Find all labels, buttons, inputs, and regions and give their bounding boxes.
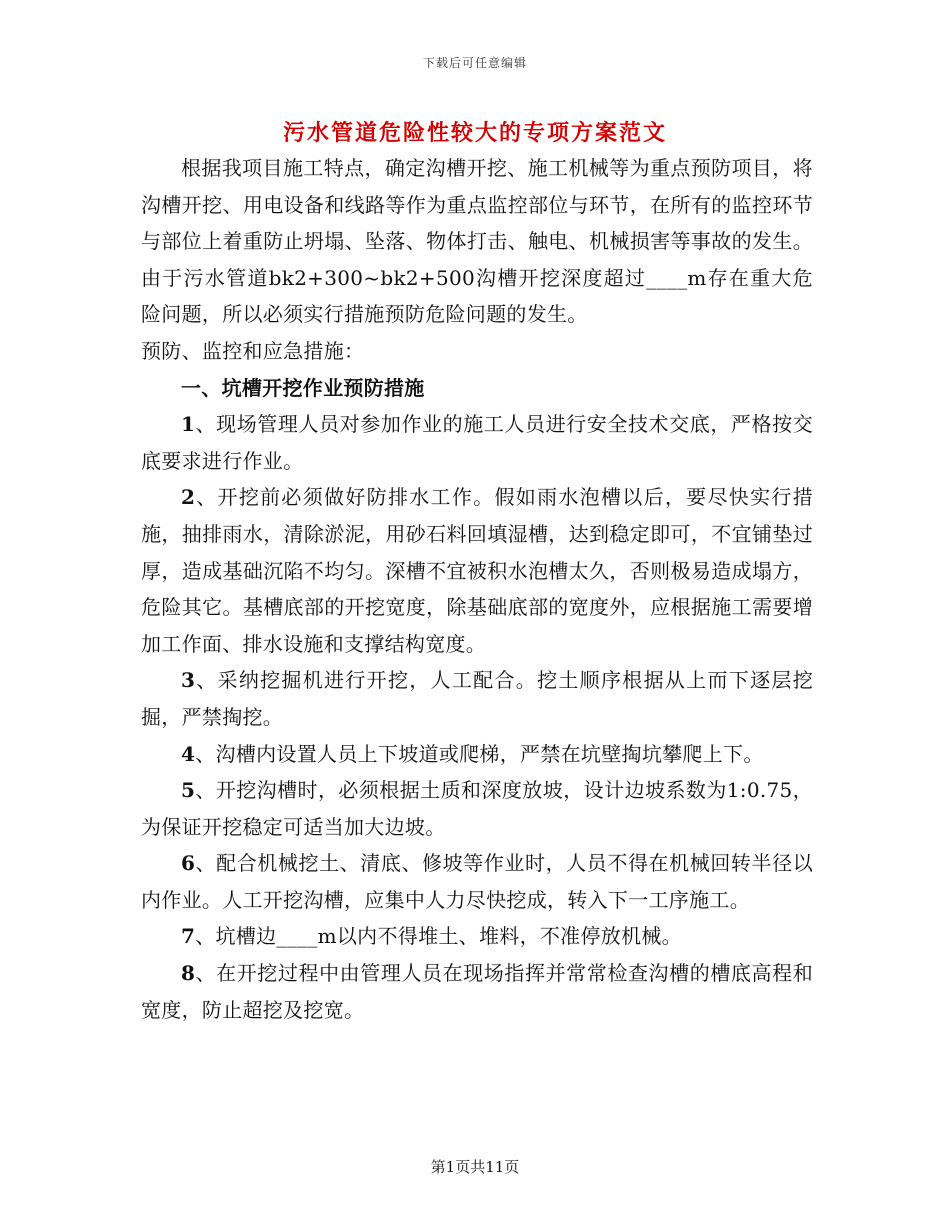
intro-tail: 预防、监控和应急措施： xyxy=(141,338,365,363)
list-item xyxy=(141,772,813,845)
page-footer: 第1页共11页 xyxy=(430,1158,520,1176)
item-number: 8 xyxy=(181,961,196,986)
list-item xyxy=(141,918,813,955)
section-heading: 一、坑槽开挖作业预防措施 xyxy=(181,375,425,400)
list-item xyxy=(141,662,813,735)
item-text: 、开挖沟槽时，必须根据土质和深度放坡，设计边坡系数为1:0.75，为保证开挖稳定可适当加大边坡。 xyxy=(141,778,813,839)
list-item xyxy=(141,479,813,662)
item-text: 、沟槽内设置人员上下坡道或爬梯，严禁在坑壁掏坑攀爬上下。 xyxy=(195,741,764,766)
item-text: 、现场管理人员对参加作业的施工人员进行安全技术交底，严格按交底要求进行作业。 xyxy=(141,412,813,473)
list-item xyxy=(141,736,813,773)
item-number: 7 xyxy=(181,924,196,949)
list-item xyxy=(141,406,813,479)
item-number: 5 xyxy=(181,778,196,803)
list-item xyxy=(141,845,813,918)
document-body xyxy=(141,150,813,1028)
item-text: 、开挖前必须做好防排水工作。假如雨水泡槽以后，要尽快实行措施，抽排雨水，清除淤泥，用砂石料回填湿槽，达到稳定即可，不宜铺垫过厚，造成基础沉陷不均匀。深槽不宜被积水泡槽太久，否则极易造成塌方，危险其它。基槽底部的开挖宽度，除基础底部的宽度外，应根据施工需要增加工作面、排水设施和支撑结构宽度。 xyxy=(141,485,813,656)
document-title: 污水管道危险性较大的专项方案范文 xyxy=(282,120,667,146)
item-text: 、在开挖过程中由管理人员在现场指挥并常常检查沟槽的槽底高程和宽度，防止超挖及挖宽。 xyxy=(141,961,813,1022)
item-number: 1 xyxy=(181,412,196,437)
item-number: 3 xyxy=(181,668,196,693)
item-text: 、采纳挖掘机进行开挖，人工配合。挖土顺序根据从上而下逐层挖掘，严禁掏挖。 xyxy=(141,668,813,729)
header-note: 下载后可任意编辑 xyxy=(422,56,527,70)
item-number: 6 xyxy=(181,851,196,876)
list-item xyxy=(141,955,813,1028)
item-number: 2 xyxy=(181,485,196,510)
item-number: 4 xyxy=(181,741,196,766)
item-text: 、配合机械挖土、清底、修坡等作业时，人员不得在机械回转半径以内作业。人工开挖沟槽，应集中人力尽快挖成，转入下一工序施工。 xyxy=(141,851,813,912)
intro-paragraph: 根据我项目施工特点，确定沟槽开挖、施工机械等为重点预防项目，将沟槽开挖、用电设备和线路等作为重点监控部位与环节，在所有的监控环节与部位上着重防止坍塌、坠落、物体打击、触电、机械损害等事故的发生。由于污水管道bk2+300~bk2+500沟槽开挖深度超过____m存在重大危险问题，所以必须实行措施预防危险问题的发生。 xyxy=(141,156,813,327)
item-text: 、坑槽边____m以内不得堆土、堆料，不准停放机械。 xyxy=(195,924,682,949)
